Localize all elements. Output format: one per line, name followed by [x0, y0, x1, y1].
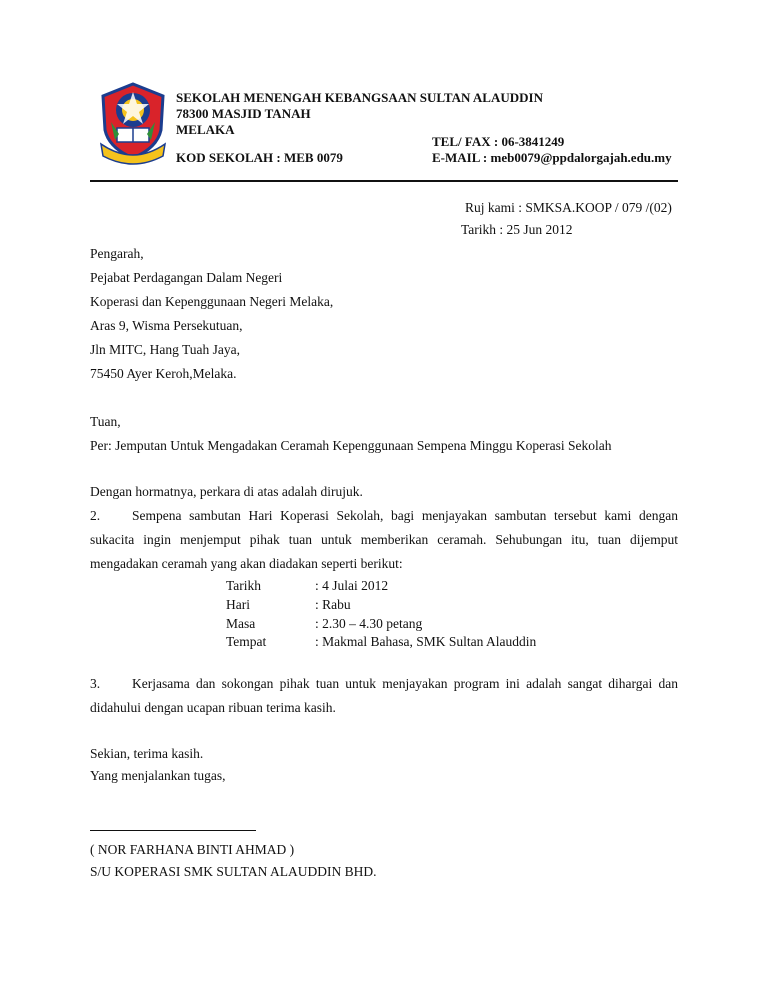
paragraph-3 [90, 672, 678, 720]
header-divider [90, 180, 678, 182]
detail-value: : 2.30 – 4.30 petang [315, 616, 423, 631]
signatory-title: S/U KOPERASI SMK SULTAN ALAUDDIN BHD. [90, 864, 377, 879]
recipient-line: Koperasi dan Kepenggunaan Negeri Melaka, [90, 294, 334, 309]
signature-line [90, 830, 256, 831]
detail-value: : Makmal Bahasa, SMK Sultan Alauddin [315, 634, 537, 649]
recipient-line: Aras 9, Wisma Persekutuan, [90, 318, 243, 333]
letter-date: Tarikh : 25 Jun 2012 [461, 222, 573, 237]
school-address-line1: 78300 MASJID TANAH [176, 106, 311, 121]
paragraph-text: Kerjasama dan sokongan pihak tuan untuk menjayakan program ini adalah sangat dihargai dan didahului dengan ucapan ribuan terima kasih. [90, 676, 678, 715]
tel-fax: TEL/ FAX : 06-3841249 [432, 134, 565, 149]
paragraph-text: Sempena sambutan Hari Koperasi Sekolah, bagi menjayakan sambutan tersebut kami dengan sukacita ingin menjemput pihak tuan untuk memberikan ceramah. Sehubungan itu, tuan dijemput mengadakan ceramah yang akan diadakan seperti berikut: [90, 508, 678, 571]
recipient-line: Jln MITC, Hang Tuah Jaya, [90, 342, 241, 357]
paragraph-number: 3. [90, 676, 101, 691]
school-name: SEKOLAH MENENGAH KEBANGSAAN SULTAN ALAUDDIN [176, 90, 543, 105]
paragraph-2 [90, 504, 678, 576]
detail-label: Hari [226, 597, 250, 612]
school-address-line2: MELAKA [176, 122, 235, 137]
recipient-line: Pejabat Perdagangan Dalam Negeri [90, 270, 283, 285]
reference-number: Ruj kami : SMKSA.KOOP / 079 /(02) [465, 200, 672, 215]
recipient-line: 75450 Ayer Keroh,Melaka. [90, 366, 237, 381]
opening-sentence: Dengan hormatnya, perkara di atas adalah dirujuk. [90, 484, 363, 499]
salutation: Tuan, [90, 414, 121, 429]
school-code: KOD SEKOLAH : MEB 0079 [176, 150, 343, 165]
detail-label: Tarikh [226, 578, 262, 593]
detail-value: : Rabu [315, 597, 351, 612]
detail-label: Tempat [226, 634, 267, 649]
closing-line: Sekian, terima kasih. [90, 746, 204, 761]
signatory-name: ( NOR FARHANA BINTI AHMAD ) [90, 842, 295, 857]
detail-value: : 4 Julai 2012 [315, 578, 389, 593]
school-crest-logo [97, 82, 169, 166]
detail-label: Masa [226, 616, 256, 631]
email: E-MAIL : meb0079@ppdalorgajah.edu.my [432, 150, 672, 165]
recipient-line: Pengarah, [90, 246, 144, 261]
subject-line: Per: Jemputan Untuk Mengadakan Ceramah Kepenggunaan Sempena Minggu Koperasi Sekolah [90, 438, 612, 453]
paragraph-number: 2. [90, 508, 101, 523]
closing-line: Yang menjalankan tugas, [90, 768, 226, 783]
